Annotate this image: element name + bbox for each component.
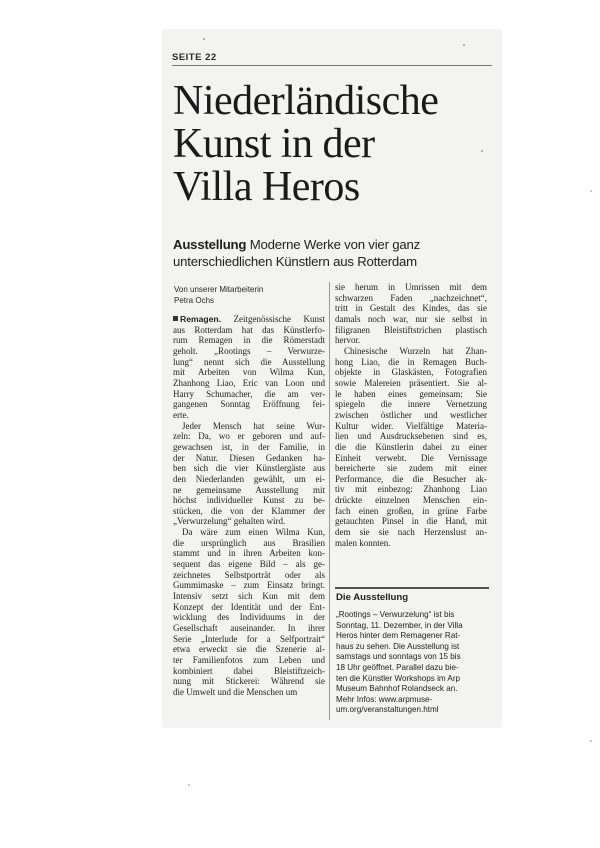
article-line [173, 421, 325, 432]
article-line [173, 644, 325, 655]
article-text: erte. [173, 409, 189, 420]
article-text: le haben eines gemeinsam: Sie [335, 388, 487, 399]
article-text: damals noch war, nur sie selbst in [335, 313, 487, 324]
article-text: Intensiv setzt sich Kun mit dem [173, 591, 325, 602]
article-line [335, 314, 487, 325]
article-line [173, 410, 325, 421]
article-text: ben sich die vier Künstlergäste aus [173, 463, 325, 474]
article-text: Serie „Interlude for a Selfportrait“ [173, 633, 325, 644]
article-line [335, 495, 487, 506]
article-text: lien und Ausdrucksebenen sind es, [335, 431, 487, 442]
article-line [173, 559, 325, 570]
article-text: Performance, die die Besucher ak- [335, 473, 487, 484]
article-line [173, 367, 325, 378]
article-line [173, 687, 325, 698]
article-line [335, 335, 487, 346]
article-text: schwarzen Faden „nachzeichnet“, [335, 292, 487, 303]
article-text: zeichnetes Selbstporträt oder als [173, 569, 325, 580]
article-text: sequent das eigene Bild – als ge- [173, 559, 325, 570]
article-line [335, 538, 487, 549]
article-text: Harry Schumacher, die am ver- [173, 388, 325, 399]
article-line [335, 325, 487, 336]
article-line [335, 378, 487, 389]
info-box-line: haus zu sehen. Die Ausstellung ist [336, 641, 460, 651]
scan-speck [203, 38, 205, 40]
subhead-text: Moderne Werke von vier ganz [246, 237, 421, 252]
article-line [335, 474, 487, 485]
article-line [173, 325, 325, 336]
article-line [173, 516, 325, 527]
info-box-body [336, 610, 490, 716]
article-line [335, 463, 487, 474]
scan-speck [463, 44, 465, 46]
info-box-line: Museum Bahnhof Rolandseck an. [336, 684, 458, 694]
article-text: Einheit verwebt. Die Vernissage [335, 452, 487, 463]
article-line [173, 314, 325, 325]
dateline: Remagen. [180, 314, 222, 324]
article-text: dem sie sie nach Herzenslust an- [335, 527, 487, 538]
article-line [335, 303, 487, 314]
info-box-line: ten die Künstler Workshops im Arp [336, 673, 461, 683]
article-line [335, 527, 487, 538]
article-line [335, 453, 487, 464]
article-text: fach einen großen, in grüne Farbe [335, 505, 487, 516]
headline-line: Villa Heros [173, 164, 360, 210]
article-line [335, 410, 487, 421]
article-line [173, 570, 325, 581]
headline [173, 80, 493, 209]
article-text: „Verwurzelung“ gehalten wird. [173, 516, 286, 527]
article-text: sie herum in Umrissen mit dem [335, 282, 487, 292]
article-text: die Umwelt und die Menschen um [173, 686, 298, 697]
article-line [173, 676, 325, 687]
article-line [173, 495, 325, 506]
article-text: filigranen Bleistiftstrichen plastisch [335, 324, 487, 335]
article-line [173, 666, 325, 677]
article-line [173, 506, 325, 517]
article-text: etwa erweckt sie die Szenerie al- [173, 644, 325, 655]
info-box-line: Sonntag, 11. Dezember, in der Villa [336, 620, 463, 630]
article-text: kombiniert dabei Bleistiftzeich- [173, 665, 325, 676]
article-text: aus Rotterdam hat das Künstlerfo- [173, 324, 325, 335]
byline-author: Petra Ochs [174, 295, 215, 305]
scan-speck [590, 190, 592, 192]
lead-marker [173, 316, 178, 321]
article-line [335, 484, 487, 495]
article-line [173, 431, 325, 442]
subheadline [173, 236, 495, 270]
article-text: den Niederlanden gewählt, um ei- [173, 473, 325, 484]
byline [174, 285, 324, 306]
article-text: objekte in Glaskästen, Fotografien [335, 367, 487, 378]
article-text: Gesellschaft auseinander. In ihrer [173, 623, 325, 634]
article-text: die die Künstlerin dabei zu einer [335, 441, 487, 452]
article-text: lung“ nennt sich die Ausstellung [173, 356, 325, 367]
article-text: gewachsen ist, in der Familie, in [173, 441, 325, 452]
article-line [335, 442, 487, 453]
headline-line: Kunst in der [173, 121, 375, 167]
article-line [335, 389, 487, 400]
info-box-line: samstags und sonntags von 15 bis [336, 652, 461, 662]
page-label: SEITE 22 [172, 52, 217, 63]
article-line [173, 474, 325, 485]
article-line [335, 346, 487, 357]
article-text: stücken, die von der Klammer der [173, 505, 325, 516]
article-text: malen konnten. [335, 537, 391, 548]
info-box-line: Mehr Infos: www.arpmuse- [336, 694, 433, 704]
article-text: rum Remagen in die Römerstadt [173, 335, 325, 346]
info-box-rule [335, 587, 489, 589]
subhead-line: unterschiedlichen Künstlern aus Rotterdam [173, 254, 417, 269]
article-line [173, 538, 325, 549]
article-line [173, 485, 325, 496]
article-line [173, 527, 325, 538]
article-line [173, 357, 325, 368]
article-line [335, 399, 487, 410]
article-line [173, 346, 325, 357]
article-line [335, 506, 487, 517]
article-text: die ursprünglich aus Brasilien [173, 537, 325, 548]
article-text: Zeitgenössische Kunst [221, 314, 325, 324]
subhead-kicker: Ausstellung [173, 237, 247, 252]
article-text: nung mit Stickerei: Während sie [173, 676, 325, 687]
headline-line: Niederländische [173, 78, 439, 124]
article-line [173, 389, 325, 400]
article-line [173, 463, 325, 474]
article-text: geholt. „Rootings – Verwurze- [173, 345, 325, 356]
article-line [335, 421, 487, 432]
article-text: zwischen östlicher und westlicher [335, 409, 487, 420]
article-text: gangenen Sonntag Eröffnung fei- [173, 399, 325, 410]
article-text: sowie Malereien präsentiert. Sie al- [335, 377, 487, 388]
info-box-line: um.org/veranstaltungen.html [336, 705, 439, 715]
article-text: Zhanhong Liao, Eric van Loon und [173, 377, 325, 388]
article-line [173, 602, 325, 613]
article-text: Chinesische Wurzeln hat Zhan- [344, 345, 487, 356]
article-text: bereicherte sie zudem mit einer [335, 463, 487, 474]
article-line [173, 399, 325, 410]
column-divider [329, 282, 330, 720]
article-text: spiegeln die innere Vernetzung [335, 399, 487, 410]
scan-speck [188, 784, 190, 786]
info-box-title: Die Ausstellung [336, 592, 409, 603]
article-text: hong Liao, die in Remagen Buch- [335, 356, 487, 367]
article-line [335, 293, 487, 304]
article-line [173, 623, 325, 634]
article-text: Da wäre zum einen Wilma Kun, [182, 527, 325, 538]
article-line [335, 357, 487, 368]
article-text: wicklung des Individuums in der [173, 612, 325, 623]
article-line [173, 453, 325, 464]
article-text: höchst individueller Kunst zu be- [173, 495, 325, 506]
article-line [173, 378, 325, 389]
article-column-right [335, 282, 487, 548]
article-column-left [173, 314, 325, 698]
article-text: Kultur wider. Vielfältige Materia- [335, 420, 487, 431]
article-line [173, 591, 325, 602]
byline-line: Von unserer Mitarbeiterin [174, 285, 264, 294]
article-line [173, 442, 325, 453]
article-line [173, 548, 325, 559]
article-text: der Natur. Diesen Gedanken ha- [173, 452, 325, 463]
article-line [335, 367, 487, 378]
article-text: getauchten Pinsel in die Hand, mit [335, 516, 487, 527]
article-text: tiv mit einbezog: Zhanhong Liao [335, 484, 487, 495]
article-text: tritt in Gestalt des Kindes, das sie [335, 303, 487, 314]
page-rule [172, 65, 492, 66]
article-line [173, 612, 325, 623]
article-text: ter Familienfotos zum Leben und [173, 655, 325, 665]
article-text: ne gemeinsame Ausstellung mit [173, 484, 325, 495]
info-box-line: Heros hinter dem Remagener Rat- [336, 631, 461, 641]
article-text: drückte einzelnen Menschen ein- [335, 495, 487, 506]
article-line [335, 282, 487, 293]
article-text: Konzept der Identität und der Ent- [173, 601, 325, 612]
article-text: hervor. [335, 335, 361, 346]
article-text: zeln: Da, wo er geboren und auf- [173, 431, 325, 442]
info-box-line: 18 Uhr geöffnet. Parallel dazu bie- [336, 662, 459, 672]
article-line [173, 335, 325, 346]
newspaper-clipping [163, 30, 501, 727]
article-line [173, 634, 325, 645]
info-box-line: „Rootings – Verwurzelung“ ist bis [336, 610, 455, 619]
article-line [335, 431, 487, 442]
article-line [173, 580, 325, 591]
article-text: stammt und in ihren Arbeiten kon- [173, 548, 325, 559]
subhead-line [173, 236, 495, 253]
article-line [335, 516, 487, 527]
article-text: Gummimaske – zum Einsatz bringt. [173, 580, 325, 591]
scan-speck [590, 740, 592, 742]
article-line [173, 655, 325, 666]
article-text: Jeder Mensch hat seine Wur- [182, 420, 325, 431]
article-text: mit Arbeiten von Wilma Kun, [173, 367, 325, 378]
